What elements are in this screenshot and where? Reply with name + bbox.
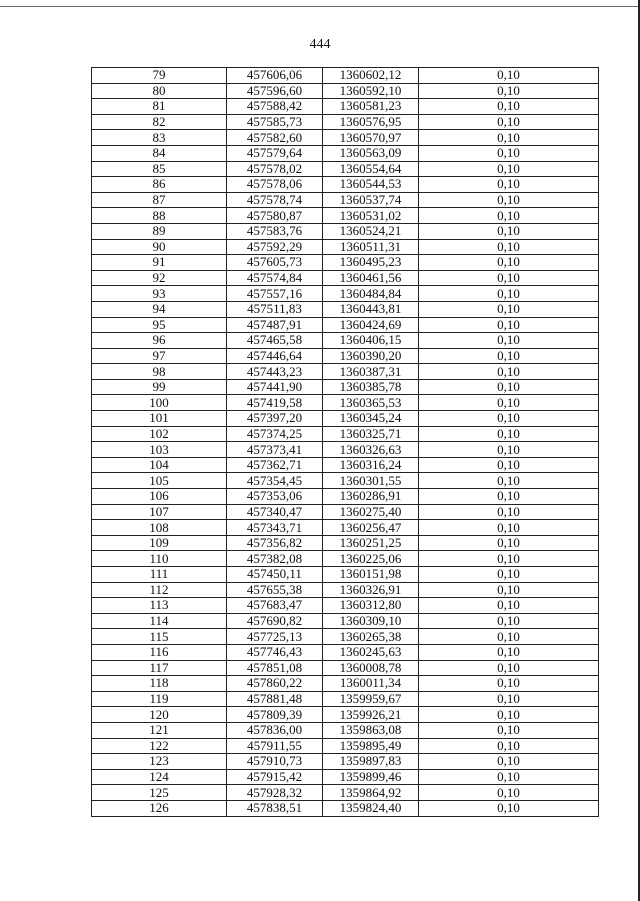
y-coordinate-cell: 1360511,31	[323, 239, 419, 255]
table-row	[92, 551, 599, 567]
table-row	[92, 598, 599, 614]
table-row	[92, 722, 599, 738]
table-row	[92, 644, 599, 660]
point-number-cell: 98	[92, 364, 227, 380]
value-cell: 0,10	[419, 613, 599, 629]
x-coordinate-cell: 457578,06	[227, 177, 323, 193]
y-coordinate-cell: 1360365,53	[323, 395, 419, 411]
table-row	[92, 114, 599, 130]
x-coordinate-cell: 457851,08	[227, 660, 323, 676]
table-row	[92, 473, 599, 489]
x-coordinate-cell: 457579,64	[227, 145, 323, 161]
x-coordinate-cell: 457928,32	[227, 785, 323, 801]
value-cell: 0,10	[419, 208, 599, 224]
point-number-cell: 117	[92, 660, 227, 676]
x-coordinate-cell: 457354,45	[227, 473, 323, 489]
x-coordinate-cell: 457836,00	[227, 722, 323, 738]
table-row	[92, 223, 599, 239]
y-coordinate-cell: 1360008,78	[323, 660, 419, 676]
point-number-cell: 84	[92, 145, 227, 161]
table-row	[92, 83, 599, 99]
point-number-cell: 79	[92, 68, 227, 84]
table-row	[92, 145, 599, 161]
value-cell: 0,10	[419, 738, 599, 754]
x-coordinate-cell: 457592,29	[227, 239, 323, 255]
point-number-cell: 91	[92, 255, 227, 271]
table-row	[92, 239, 599, 255]
point-number-cell: 124	[92, 769, 227, 785]
x-coordinate-cell: 457340,47	[227, 504, 323, 520]
y-coordinate-cell: 1360581,23	[323, 99, 419, 115]
y-coordinate-cell: 1359895,49	[323, 738, 419, 754]
x-coordinate-cell: 457446,64	[227, 348, 323, 364]
x-coordinate-cell: 457511,83	[227, 301, 323, 317]
y-coordinate-cell: 1359899,46	[323, 769, 419, 785]
value-cell: 0,10	[419, 457, 599, 473]
table-row	[92, 379, 599, 395]
table-row	[92, 754, 599, 770]
value-cell: 0,10	[419, 629, 599, 645]
y-coordinate-cell: 1360326,63	[323, 442, 419, 458]
value-cell: 0,10	[419, 754, 599, 770]
y-coordinate-cell: 1360011,34	[323, 676, 419, 692]
coordinates-table-body	[92, 68, 599, 817]
x-coordinate-cell: 457683,47	[227, 598, 323, 614]
value-cell: 0,10	[419, 99, 599, 115]
value-cell: 0,10	[419, 317, 599, 333]
coordinates-table	[91, 67, 599, 817]
x-coordinate-cell: 457911,55	[227, 738, 323, 754]
y-coordinate-cell: 1360531,02	[323, 208, 419, 224]
table-row	[92, 161, 599, 177]
point-number-cell: 83	[92, 130, 227, 146]
x-coordinate-cell: 457915,42	[227, 769, 323, 785]
point-number-cell: 85	[92, 161, 227, 177]
y-coordinate-cell: 1360385,78	[323, 379, 419, 395]
value-cell: 0,10	[419, 68, 599, 84]
value-cell: 0,10	[419, 286, 599, 302]
y-coordinate-cell: 1360461,56	[323, 270, 419, 286]
y-coordinate-cell: 1360301,55	[323, 473, 419, 489]
table-row	[92, 255, 599, 271]
point-number-cell: 103	[92, 442, 227, 458]
x-coordinate-cell: 457574,84	[227, 270, 323, 286]
value-cell: 0,10	[419, 567, 599, 583]
value-cell: 0,10	[419, 333, 599, 349]
y-coordinate-cell: 1360406,15	[323, 333, 419, 349]
value-cell: 0,10	[419, 691, 599, 707]
point-number-cell: 109	[92, 535, 227, 551]
value-cell: 0,10	[419, 223, 599, 239]
table-row	[92, 270, 599, 286]
table-row	[92, 691, 599, 707]
point-number-cell: 80	[92, 83, 227, 99]
table-row	[92, 567, 599, 583]
table-row	[92, 676, 599, 692]
point-number-cell: 113	[92, 598, 227, 614]
x-coordinate-cell: 457583,76	[227, 223, 323, 239]
value-cell: 0,10	[419, 395, 599, 411]
y-coordinate-cell: 1360251,25	[323, 535, 419, 551]
y-coordinate-cell: 1360265,38	[323, 629, 419, 645]
point-number-cell: 101	[92, 411, 227, 427]
table-row	[92, 582, 599, 598]
point-number-cell: 108	[92, 520, 227, 536]
value-cell: 0,10	[419, 535, 599, 551]
value-cell: 0,10	[419, 660, 599, 676]
table-row	[92, 192, 599, 208]
x-coordinate-cell: 457881,48	[227, 691, 323, 707]
point-number-cell: 126	[92, 800, 227, 816]
value-cell: 0,10	[419, 114, 599, 130]
table-row	[92, 317, 599, 333]
table-row	[92, 286, 599, 302]
x-coordinate-cell: 457362,71	[227, 457, 323, 473]
x-coordinate-cell: 457465,58	[227, 333, 323, 349]
y-coordinate-cell: 1360495,23	[323, 255, 419, 271]
point-number-cell: 107	[92, 504, 227, 520]
value-cell: 0,10	[419, 192, 599, 208]
y-coordinate-cell: 1360387,31	[323, 364, 419, 380]
point-number-cell: 122	[92, 738, 227, 754]
value-cell: 0,10	[419, 551, 599, 567]
y-coordinate-cell: 1359824,40	[323, 800, 419, 816]
x-coordinate-cell: 457655,38	[227, 582, 323, 598]
table-row	[92, 660, 599, 676]
table-row	[92, 707, 599, 723]
point-number-cell: 123	[92, 754, 227, 770]
point-number-cell: 82	[92, 114, 227, 130]
y-coordinate-cell: 1360563,09	[323, 145, 419, 161]
y-coordinate-cell: 1360484,84	[323, 286, 419, 302]
y-coordinate-cell: 1360554,64	[323, 161, 419, 177]
value-cell: 0,10	[419, 379, 599, 395]
y-coordinate-cell: 1360286,91	[323, 489, 419, 505]
value-cell: 0,10	[419, 473, 599, 489]
x-coordinate-cell: 457557,16	[227, 286, 323, 302]
y-coordinate-cell: 1360592,10	[323, 83, 419, 99]
table-row	[92, 769, 599, 785]
value-cell: 0,10	[419, 301, 599, 317]
table-row	[92, 629, 599, 645]
y-coordinate-cell: 1360256,47	[323, 520, 419, 536]
table-row	[92, 395, 599, 411]
table-row	[92, 457, 599, 473]
x-coordinate-cell: 457373,41	[227, 442, 323, 458]
x-coordinate-cell: 457582,60	[227, 130, 323, 146]
point-number-cell: 92	[92, 270, 227, 286]
table-row	[92, 426, 599, 442]
x-coordinate-cell: 457725,13	[227, 629, 323, 645]
x-coordinate-cell: 457606,06	[227, 68, 323, 84]
y-coordinate-cell: 1359897,83	[323, 754, 419, 770]
top-scan-rule	[0, 6, 640, 7]
x-coordinate-cell: 457910,73	[227, 754, 323, 770]
table-row	[92, 301, 599, 317]
y-coordinate-cell: 1360537,74	[323, 192, 419, 208]
point-number-cell: 102	[92, 426, 227, 442]
point-number-cell: 96	[92, 333, 227, 349]
point-number-cell: 115	[92, 629, 227, 645]
value-cell: 0,10	[419, 800, 599, 816]
value-cell: 0,10	[419, 270, 599, 286]
point-number-cell: 106	[92, 489, 227, 505]
value-cell: 0,10	[419, 504, 599, 520]
table-row	[92, 800, 599, 816]
y-coordinate-cell: 1360390,20	[323, 348, 419, 364]
value-cell: 0,10	[419, 364, 599, 380]
y-coordinate-cell: 1359959,67	[323, 691, 419, 707]
point-number-cell: 110	[92, 551, 227, 567]
x-coordinate-cell: 457397,20	[227, 411, 323, 427]
value-cell: 0,10	[419, 489, 599, 505]
point-number-cell: 121	[92, 722, 227, 738]
point-number-cell: 88	[92, 208, 227, 224]
x-coordinate-cell: 457578,02	[227, 161, 323, 177]
table-row	[92, 785, 599, 801]
value-cell: 0,10	[419, 442, 599, 458]
value-cell: 0,10	[419, 348, 599, 364]
x-coordinate-cell: 457588,42	[227, 99, 323, 115]
x-coordinate-cell: 457343,71	[227, 520, 323, 536]
point-number-cell: 89	[92, 223, 227, 239]
value-cell: 0,10	[419, 177, 599, 193]
point-number-cell: 118	[92, 676, 227, 692]
table-row	[92, 177, 599, 193]
x-coordinate-cell: 457487,91	[227, 317, 323, 333]
x-coordinate-cell: 457419,58	[227, 395, 323, 411]
value-cell: 0,10	[419, 707, 599, 723]
point-number-cell: 81	[92, 99, 227, 115]
table-row	[92, 364, 599, 380]
page-number: 444	[309, 37, 331, 52]
y-coordinate-cell: 1360424,69	[323, 317, 419, 333]
table-row	[92, 348, 599, 364]
value-cell: 0,10	[419, 520, 599, 536]
y-coordinate-cell: 1360245,63	[323, 644, 419, 660]
x-coordinate-cell: 457353,06	[227, 489, 323, 505]
y-coordinate-cell: 1360325,71	[323, 426, 419, 442]
point-number-cell: 125	[92, 785, 227, 801]
point-number-cell: 87	[92, 192, 227, 208]
table-row	[92, 613, 599, 629]
table-row	[92, 738, 599, 754]
point-number-cell: 120	[92, 707, 227, 723]
value-cell: 0,10	[419, 598, 599, 614]
y-coordinate-cell: 1360443,81	[323, 301, 419, 317]
point-number-cell: 86	[92, 177, 227, 193]
y-coordinate-cell: 1360602,12	[323, 68, 419, 84]
value-cell: 0,10	[419, 722, 599, 738]
table-row	[92, 520, 599, 536]
x-coordinate-cell: 457838,51	[227, 800, 323, 816]
y-coordinate-cell: 1360345,24	[323, 411, 419, 427]
y-coordinate-cell: 1360151,98	[323, 567, 419, 583]
point-number-cell: 90	[92, 239, 227, 255]
value-cell: 0,10	[419, 145, 599, 161]
x-coordinate-cell: 457382,08	[227, 551, 323, 567]
y-coordinate-cell: 1360225,06	[323, 551, 419, 567]
x-coordinate-cell: 457809,39	[227, 707, 323, 723]
y-coordinate-cell: 1360570,97	[323, 130, 419, 146]
x-coordinate-cell: 457690,82	[227, 613, 323, 629]
point-number-cell: 100	[92, 395, 227, 411]
y-coordinate-cell: 1360312,80	[323, 598, 419, 614]
table-row	[92, 411, 599, 427]
value-cell: 0,10	[419, 785, 599, 801]
point-number-cell: 97	[92, 348, 227, 364]
x-coordinate-cell: 457860,22	[227, 676, 323, 692]
y-coordinate-cell: 1360524,21	[323, 223, 419, 239]
point-number-cell: 94	[92, 301, 227, 317]
point-number-cell: 105	[92, 473, 227, 489]
y-coordinate-cell: 1359926,21	[323, 707, 419, 723]
value-cell: 0,10	[419, 676, 599, 692]
point-number-cell: 93	[92, 286, 227, 302]
x-coordinate-cell: 457443,23	[227, 364, 323, 380]
y-coordinate-cell: 1360576,95	[323, 114, 419, 130]
point-number-cell: 114	[92, 613, 227, 629]
y-coordinate-cell: 1359863,08	[323, 722, 419, 738]
table-row	[92, 442, 599, 458]
table-row	[92, 208, 599, 224]
point-number-cell: 116	[92, 644, 227, 660]
y-coordinate-cell: 1360544,53	[323, 177, 419, 193]
y-coordinate-cell: 1360316,24	[323, 457, 419, 473]
table-row	[92, 504, 599, 520]
x-coordinate-cell: 457585,73	[227, 114, 323, 130]
x-coordinate-cell: 457374,25	[227, 426, 323, 442]
x-coordinate-cell: 457578,74	[227, 192, 323, 208]
value-cell: 0,10	[419, 255, 599, 271]
value-cell: 0,10	[419, 769, 599, 785]
point-number-cell: 119	[92, 691, 227, 707]
x-coordinate-cell: 457596,60	[227, 83, 323, 99]
value-cell: 0,10	[419, 644, 599, 660]
point-number-cell: 99	[92, 379, 227, 395]
y-coordinate-cell: 1360275,40	[323, 504, 419, 520]
y-coordinate-cell: 1359864,92	[323, 785, 419, 801]
table-row	[92, 535, 599, 551]
value-cell: 0,10	[419, 582, 599, 598]
value-cell: 0,10	[419, 83, 599, 99]
point-number-cell: 95	[92, 317, 227, 333]
x-coordinate-cell: 457580,87	[227, 208, 323, 224]
value-cell: 0,10	[419, 130, 599, 146]
point-number-cell: 111	[92, 567, 227, 583]
value-cell: 0,10	[419, 239, 599, 255]
y-coordinate-cell: 1360326,91	[323, 582, 419, 598]
table-row	[92, 489, 599, 505]
x-coordinate-cell: 457450,11	[227, 567, 323, 583]
y-coordinate-cell: 1360309,10	[323, 613, 419, 629]
value-cell: 0,10	[419, 411, 599, 427]
table-row	[92, 130, 599, 146]
value-cell: 0,10	[419, 161, 599, 177]
x-coordinate-cell: 457356,82	[227, 535, 323, 551]
value-cell: 0,10	[419, 426, 599, 442]
x-coordinate-cell: 457746,43	[227, 644, 323, 660]
table-row	[92, 99, 599, 115]
table-row	[92, 333, 599, 349]
x-coordinate-cell: 457441,90	[227, 379, 323, 395]
point-number-cell: 112	[92, 582, 227, 598]
point-number-cell: 104	[92, 457, 227, 473]
x-coordinate-cell: 457605,73	[227, 255, 323, 271]
table-row	[92, 68, 599, 84]
